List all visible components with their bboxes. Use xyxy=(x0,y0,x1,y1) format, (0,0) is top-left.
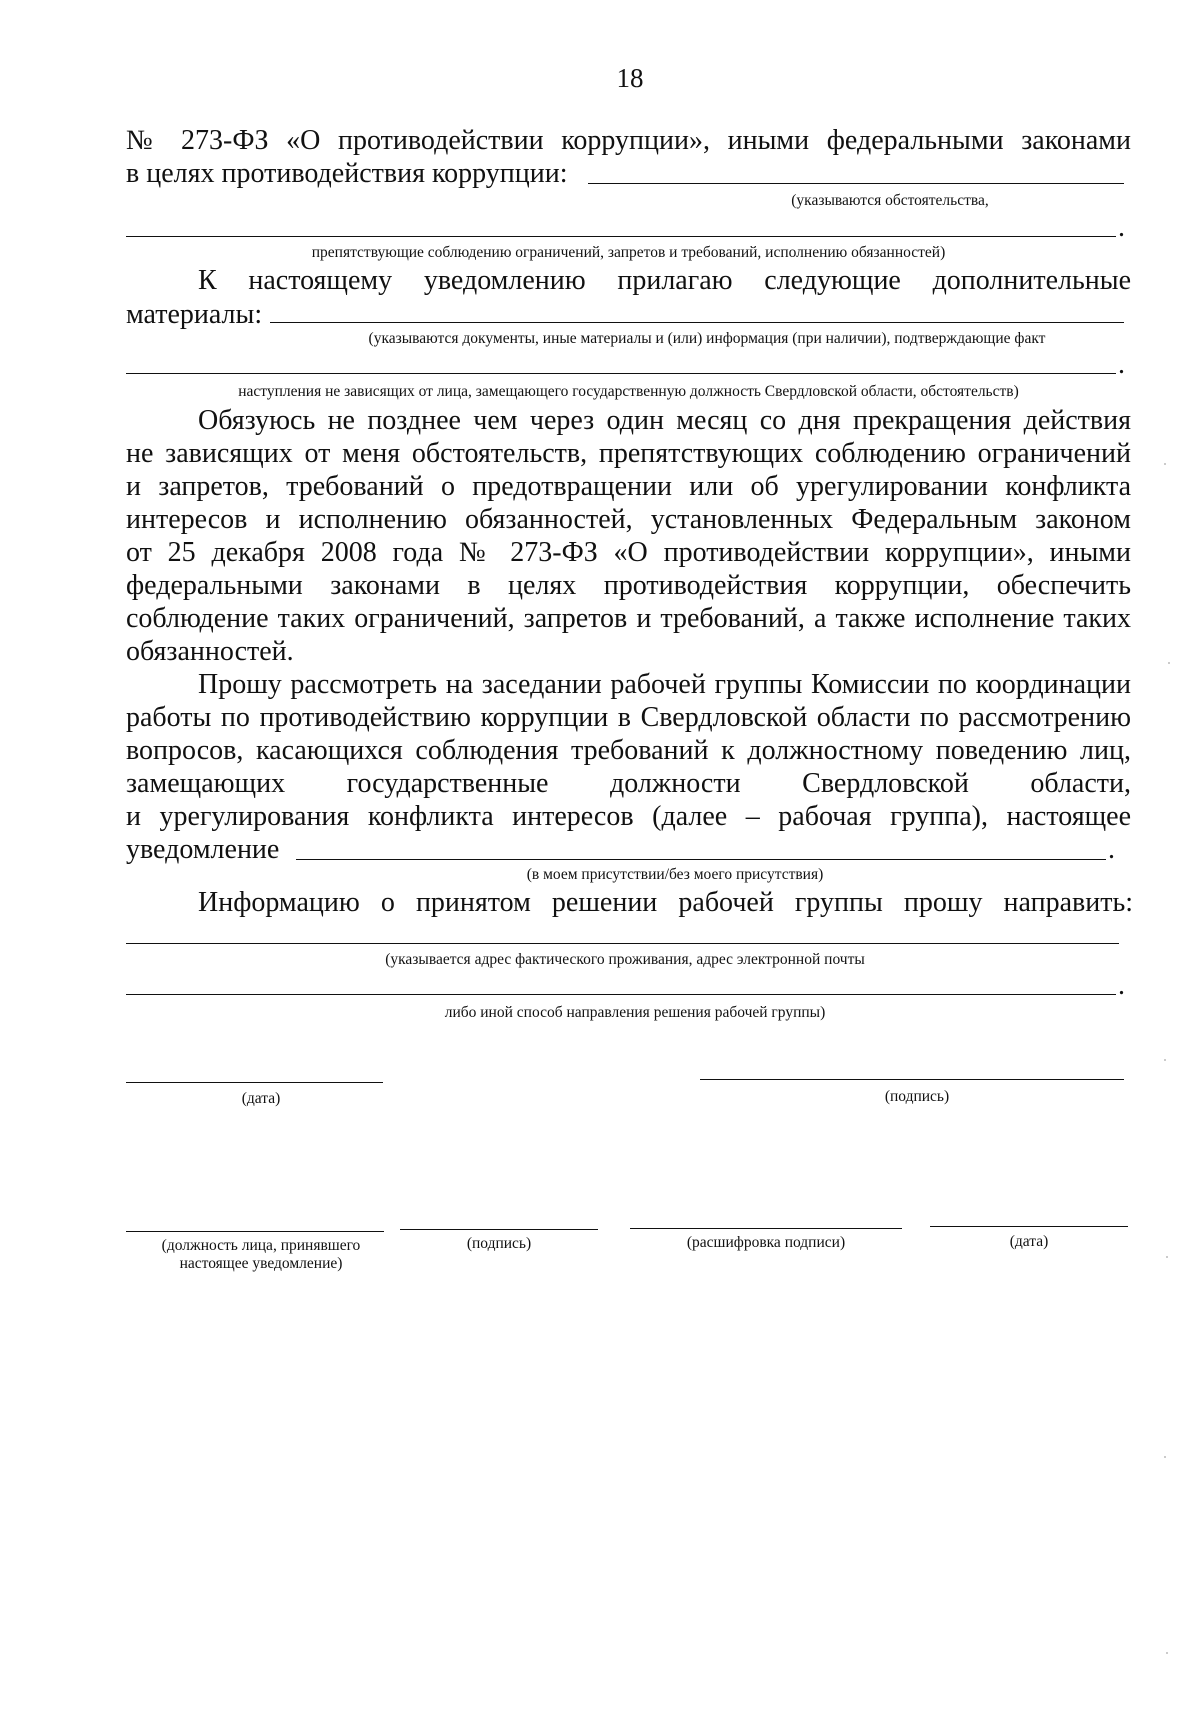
registrar-date-line xyxy=(930,1226,1128,1227)
period: . xyxy=(1118,212,1125,243)
para1-line1: № 273-ФЗ «О противодействии коррупции», иными федеральными законами xyxy=(126,125,1131,156)
para3-line-6: федеральными законами в целях противодействия коррупции, обеспечить xyxy=(126,570,1131,601)
para3-line-7: соблюдение таких ограничений, запретов и требований, а также исполнение таких xyxy=(126,603,1131,634)
para3-line-5: от 25 декабря 2008 года № 273-ФЗ «О противодействии коррупции», иными xyxy=(126,537,1131,568)
para5-fill-line-1 xyxy=(126,943,1119,944)
period: . xyxy=(1108,834,1115,865)
para3-line-4: интересов и исполнению обязанностей, установленных Федеральным законом xyxy=(126,504,1131,535)
para4-line-1: Прошу рассмотреть на заседании рабочей группы Комиссии по координации xyxy=(198,669,1131,700)
para1-hint2: препятствующие соблюдению ограничений, запретов и требований, исполнению обязанностей) xyxy=(311,244,946,261)
para2-fill-line-2 xyxy=(126,373,1116,374)
scan-speck xyxy=(1164,1059,1166,1061)
registrar-signature-line xyxy=(400,1229,598,1230)
page-number: 18 xyxy=(616,63,644,93)
para1-hint1: (указываются обстоятельства, xyxy=(791,192,989,209)
para4-line-5: и урегулирования конфликта интересов (далее – рабочая группа), настоящее xyxy=(126,801,1131,832)
scan-speck xyxy=(1164,463,1166,465)
para4-fill-line xyxy=(296,859,1106,860)
position-label-1: (должность лица, принявшего xyxy=(161,1237,361,1254)
position-label-2: настоящее уведомление) xyxy=(179,1255,343,1272)
scan-speck xyxy=(1166,1256,1168,1258)
signature-label: (подпись) xyxy=(884,1088,950,1105)
para1-fill-line-1 xyxy=(588,183,1124,184)
para2-hint1: (указываются документы, иные материалы и (или) информация (при наличии), подтверждающие факт xyxy=(368,330,1046,347)
transcript-label: (расшифровка подписи) xyxy=(686,1234,846,1251)
scan-speck xyxy=(1166,1652,1168,1654)
para4-line-4: замещающих государственные должности Свердловской области, xyxy=(126,768,1131,799)
position-line xyxy=(126,1231,384,1232)
scan-speck xyxy=(1168,662,1170,664)
period: . xyxy=(1118,970,1125,1001)
para3-line-3: и запретов, требований о предотвращении или об урегулировании конфликта xyxy=(126,471,1131,502)
para5-line-1: Информацию о принятом решении рабочей группы прошу направить: xyxy=(198,887,1133,918)
para2-line2: материалы: xyxy=(126,299,263,330)
registrar-date-label: (дата) xyxy=(1009,1233,1049,1250)
date-line xyxy=(126,1082,383,1083)
transcript-line xyxy=(630,1228,902,1229)
para2-line1: К настоящему уведомлению прилагаю следующие дополнительные xyxy=(198,265,1131,296)
signature-line xyxy=(700,1079,1124,1080)
para3-last-line: обязанностей. xyxy=(126,636,294,667)
para1-line2: в целях противодействия коррупции: xyxy=(126,158,568,189)
para2-fill-line-1 xyxy=(270,322,1124,323)
para2-hint2: наступления не зависящих от лица, замещающего государственную должность Свердловской области, обстоятельств) xyxy=(238,383,1019,400)
para4-line-2: работы по противодействию коррупции в Свердловской области по рассмотрению xyxy=(126,702,1131,733)
para3-line-1: Обязуюсь не позднее чем через один месяц со дня прекращения действия xyxy=(198,405,1131,436)
registrar-signature-label: (подпись) xyxy=(466,1235,532,1252)
para4-last-line: уведомление xyxy=(126,834,280,865)
para5-hint2: либо иной способ направления решения рабочей группы) xyxy=(444,1004,826,1021)
para5-fill-line-2 xyxy=(126,994,1116,995)
para3-line-2: не зависящих от меня обстоятельств, препятствующих соблюдению ограничений xyxy=(126,438,1131,469)
para1-fill-line-2 xyxy=(126,236,1116,237)
para4-hint: (в моем присутствии/без моего присутствия) xyxy=(526,866,824,883)
para4-line-3: вопросов, касающихся соблюдения требований к должностному поведению лиц, xyxy=(126,735,1131,766)
date-label: (дата) xyxy=(241,1090,281,1107)
para5-hint1: (указывается адрес фактического проживания, адрес электронной почты xyxy=(385,951,865,968)
scan-speck xyxy=(1164,1456,1166,1458)
period: . xyxy=(1118,349,1125,380)
